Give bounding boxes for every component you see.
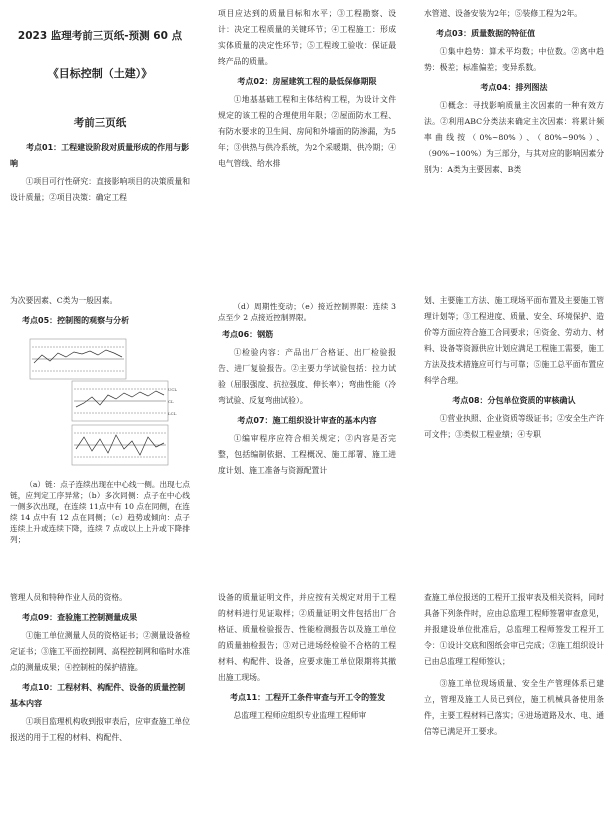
kp10-body: ①项目监理机构收到报审表后，应审查施工单位报送的用于工程的材料、构配件、 bbox=[10, 717, 190, 742]
paragraph: （d）周期性变动；（e）接近控制界限：连续 3 点至少 2 点接近控制界限。 bbox=[218, 302, 396, 322]
panel-col1-top bbox=[10, 6, 190, 274]
kp06-heading: 考点06：钢筋 bbox=[222, 330, 274, 339]
kp11-heading: 考点11：工程开工条件审查与开工令的签发 bbox=[230, 693, 386, 702]
panel-col2-top bbox=[218, 6, 396, 274]
paragraph: 管理人员和特种作业人员的资格。 bbox=[10, 593, 127, 602]
kp02-body: ①地基基础工程和主体结构工程，为设计文件规定的该工程的合理使用年限；②屋面防水工程、有防水要求的卫生间、房间和外墙面的防渗漏，为5年；③供热与供冷系统，为2个采暖期、供冷期；④电气管线、给水排 bbox=[218, 95, 396, 168]
kp07-body: ①编审程序应符合相关规定；②内容是否完整，包括编制依据、工程概况、施工部署、施工进度计划、施工准备与资源配置计 bbox=[218, 434, 396, 475]
panel-col3-bottom bbox=[424, 590, 604, 830]
kp02-heading: 考点02：房屋建筑工程的最低保修期限 bbox=[237, 77, 377, 86]
control-chart-b bbox=[72, 381, 177, 421]
lcl-label: LCL bbox=[168, 411, 177, 416]
ucl-label: UCL bbox=[168, 387, 178, 392]
panel-col3-top bbox=[424, 6, 604, 274]
paragraph: 划、主要施工方法、施工现场平面布置及主要施工管理计划等；③工程进度、质量、安全、环境保护、造价等方面应符合施工合同要求；④资金、劳动力、材料、设备等资源供应计划应满足工程施工需要，施工方法及技术措施应可行与可靠；⑤施工总平面布置应科学合理。 bbox=[424, 296, 604, 385]
control-chart-figure bbox=[10, 337, 190, 469]
kp06-body: ①检验内容：产品出厂合格证、出厂检验报告、进厂复验报告。②主要力学试验包括：拉力试验（屈服强度、抗拉强度、伸长率）；弯曲性能（冷弯试验、反复弯曲试验）。 bbox=[218, 348, 396, 405]
paragraph: 设备的质量证明文件，并应按有关规定对用于工程的材料进行见证取样；②质量证明文件包括出厂合格证、质量检验报告、性能检测报告以及施工单位的质量抽检报告；③对已进场经检验不合格的工程材料、构配件、设备，应要求施工单位限期将其撤出施工现场。 bbox=[218, 593, 396, 682]
kp04-heading: 考点04：排列图法 bbox=[480, 83, 548, 92]
panel-col2-mid bbox=[218, 293, 396, 553]
kp05-heading: 考点05：控制图的观察与分析 bbox=[22, 316, 130, 325]
paragraph: ③施工单位现场质量、安全生产管理体系已建立，管理及施工人员已到位，施工机械具备使用条件，主要工程材料已落实；④进场道路及水、电、通信等已满足开工要求。 bbox=[424, 679, 604, 736]
kp11-body: 总监理工程师应组织专业监理工程师审 bbox=[233, 711, 367, 720]
control-chart-c bbox=[72, 425, 168, 465]
kp01-body: ①项目可行性研究：直接影响项目的决策质量和设计质量；②项目决策：确定工程 bbox=[10, 177, 190, 202]
kp10-heading: 考点10：工程材料、构配件、设备的质量控制基本内容 bbox=[10, 683, 186, 708]
kp09-body: ①施工单位测量人员的资格证书；②测量设备检定证书；③施工平面控制网、高程控制网和临时水准点的测量成果；④控制桩的保护措施。 bbox=[10, 631, 190, 672]
document-subtitle: 《目标控制（土建）》 bbox=[47, 67, 153, 80]
kp07-heading: 考点07：施工组织设计审查的基本内容 bbox=[237, 416, 377, 425]
paragraph: 项目应达到的质量目标和水平；③工程勘察、设计：决定工程质量的关键环节；④工程施工：形成实体质量的决定性环节；⑤工程竣工验收：保证最终产品的质量。 bbox=[218, 9, 396, 66]
paragraph: 水管道、设备安装为2年；⑤装修工程为2年。 bbox=[424, 9, 583, 18]
kp03-body: ①集中趋势：算术平均数；中位数。②离中趋势：极差；标准偏差；变异系数。 bbox=[424, 47, 604, 72]
kp03-heading: 考点03：质量数据的特征值 bbox=[436, 29, 536, 38]
panel-col1-bottom bbox=[10, 590, 190, 830]
section-title: 考前三页纸 bbox=[73, 117, 127, 129]
panel-col1-mid bbox=[10, 293, 190, 553]
panel-col3-mid bbox=[424, 293, 604, 553]
kp08-body: ①营业执照、企业资质等级证书；②安全生产许可文件；③类似工程业绩；④专职 bbox=[424, 414, 604, 439]
kp01-heading: 考点01：工程建设阶段对质量形成的作用与影响 bbox=[10, 143, 190, 168]
document-title: 2023 监理考前三页纸-预测 60 点 bbox=[17, 30, 183, 42]
kp04-body: ①概念：寻找影响质量主次因素的一种有效方法。②利用ABC分类法来确定主次因素：将累计频率曲线按（0%~80%）、（80%~90%）、（90%~100%）为三部分，与其对应的影响因素分别为：A类为主要因素、B类 bbox=[424, 101, 604, 174]
paragraph: 为次要因素、C类为一般因素。 bbox=[10, 296, 118, 305]
kp08-heading: 考点08：分包单位资质的审核确认 bbox=[452, 396, 576, 405]
kp05-body: （a）链：点子连续出现在中心线一侧。出现七点链，应判定工序异常；（b）多次同侧：点子在中心线一侧多次出现，在连续 11点中有 10 点在同侧，在连续 14 点中有 12 点在同侧；（c）趋势或倾向：点子连续上升或连续下降，连续 7 点或以上上升或下降排列； bbox=[10, 480, 190, 544]
paragraph: 查施工单位报送的工程开工报审表及相关资料，同时具备下列条件时，应由总监理工程师签署审查意见，并报建设单位批准后，总监理工程师签发工程开工令：①设计交底和图纸会审已完成；②施工组织设计已由总监理工程师签认； bbox=[424, 593, 604, 666]
kp09-heading: 考点09：查验施工控制测量成果 bbox=[22, 613, 138, 622]
control-chart-a bbox=[30, 339, 126, 379]
panel-col2-bottom bbox=[218, 590, 396, 830]
cl-label: CL bbox=[168, 399, 174, 404]
